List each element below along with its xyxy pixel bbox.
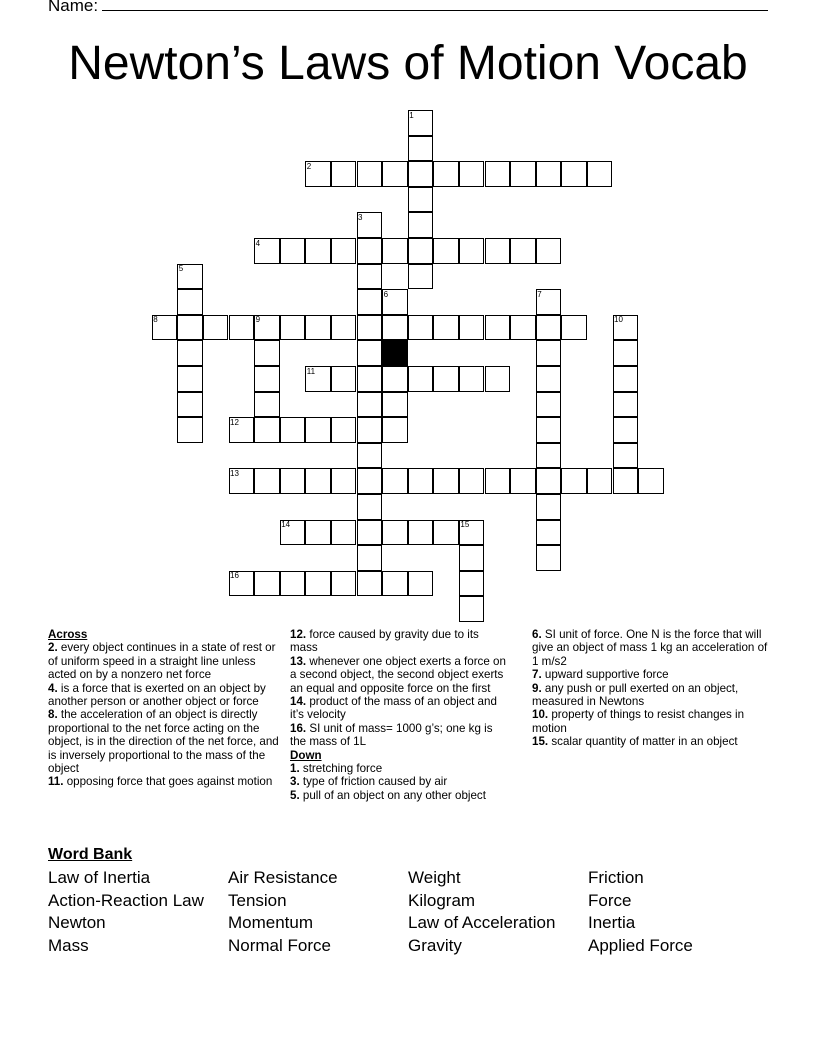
clue-item-number: 12. bbox=[290, 628, 307, 641]
grid-cell[interactable] bbox=[357, 571, 383, 597]
clue-item bbox=[532, 708, 768, 735]
word-bank-item: Air Resistance bbox=[228, 868, 338, 887]
grid-cell[interactable] bbox=[408, 520, 434, 546]
grid-cell[interactable] bbox=[382, 520, 408, 546]
grid-cell[interactable] bbox=[331, 161, 357, 187]
grid-cell[interactable] bbox=[433, 468, 459, 494]
grid-cell[interactable] bbox=[305, 468, 331, 494]
grid-cell[interactable] bbox=[433, 161, 459, 187]
grid-cell[interactable] bbox=[510, 238, 536, 264]
grid-cell[interactable] bbox=[254, 340, 280, 366]
clue-item-text: property of things to resist changes in motion bbox=[532, 708, 745, 735]
grid-cell[interactable] bbox=[613, 443, 639, 469]
grid-cell[interactable] bbox=[459, 315, 485, 341]
clue-item-text: SI unit of force. One N is the force that will give an object of mass 1 kg an acceleration of 1 m/s2 bbox=[532, 628, 768, 668]
grid-cell[interactable] bbox=[357, 315, 383, 341]
grid-cell[interactable] bbox=[536, 494, 562, 520]
grid-cell[interactable] bbox=[536, 340, 562, 366]
grid-cell[interactable] bbox=[177, 417, 203, 443]
grid-cell[interactable] bbox=[357, 417, 383, 443]
clue-item-text: stretching force bbox=[299, 762, 383, 776]
clue-item bbox=[48, 708, 284, 775]
clue-item bbox=[290, 695, 508, 722]
word-bank-item: Friction bbox=[588, 868, 644, 887]
grid-cell[interactable] bbox=[485, 315, 511, 341]
grid-cell[interactable] bbox=[408, 212, 434, 238]
grid-cell[interactable] bbox=[382, 417, 408, 443]
clue-item-number: 16. bbox=[290, 721, 307, 735]
clues-column-1 bbox=[48, 628, 284, 789]
grid-cell[interactable] bbox=[408, 136, 434, 162]
word-bank-item: Newton bbox=[48, 913, 106, 932]
clue-item-text: pull of an object on any other object bbox=[299, 788, 486, 802]
clue-number: 6 bbox=[383, 289, 389, 299]
grid-cell[interactable] bbox=[280, 571, 306, 597]
black-cell bbox=[382, 340, 408, 366]
clue-number: 9 bbox=[255, 315, 261, 325]
clue-item bbox=[532, 682, 768, 709]
grid-cell[interactable] bbox=[357, 340, 383, 366]
grid-cell[interactable] bbox=[382, 238, 408, 264]
clue-item-number: 14. bbox=[290, 695, 307, 709]
grid-cell[interactable] bbox=[254, 571, 280, 597]
clue-item-text: type of friction caused by air bbox=[299, 775, 448, 789]
word-bank-item: Law of Acceleration bbox=[408, 913, 556, 932]
grid-cell[interactable] bbox=[408, 366, 434, 392]
grid-cell[interactable] bbox=[613, 392, 639, 418]
clue-number: 3 bbox=[358, 212, 363, 222]
grid-cell[interactable] bbox=[331, 520, 357, 546]
grid-cell[interactable] bbox=[561, 315, 587, 341]
clue-number: 16 bbox=[230, 571, 239, 581]
grid-cell[interactable] bbox=[536, 392, 562, 418]
grid-cell[interactable] bbox=[459, 596, 485, 622]
grid-cell[interactable] bbox=[638, 468, 664, 494]
clue-item-text: is a force that is exerted on an object by another person or another object or force bbox=[48, 681, 266, 709]
clue-item bbox=[290, 762, 508, 775]
grid-cell[interactable] bbox=[613, 468, 639, 494]
down-heading: Down bbox=[290, 748, 322, 762]
grid-cell[interactable] bbox=[459, 238, 485, 264]
grid-cell[interactable] bbox=[433, 520, 459, 546]
grid-cell[interactable] bbox=[357, 392, 383, 418]
grid-cell[interactable] bbox=[357, 443, 383, 469]
grid-cell[interactable] bbox=[177, 392, 203, 418]
grid-cell[interactable] bbox=[254, 468, 280, 494]
grid-cell[interactable] bbox=[510, 161, 536, 187]
grid-cell[interactable] bbox=[536, 520, 562, 546]
word-bank-item: Mass bbox=[48, 936, 89, 955]
grid-cell[interactable] bbox=[229, 315, 255, 341]
grid-cell[interactable] bbox=[408, 468, 434, 494]
word-bank-item: Normal Force bbox=[228, 936, 331, 955]
clue-item bbox=[532, 628, 768, 668]
clue-item-number: 13. bbox=[290, 654, 307, 668]
grid-cell[interactable] bbox=[357, 238, 383, 264]
clue-item-number: 7. bbox=[532, 668, 542, 682]
clue-item bbox=[290, 628, 508, 655]
grid-cell[interactable] bbox=[331, 366, 357, 392]
clue-item bbox=[290, 789, 508, 802]
grid-cell[interactable] bbox=[357, 494, 383, 520]
grid-cell[interactable] bbox=[382, 161, 408, 187]
grid-cell[interactable] bbox=[254, 417, 280, 443]
word-bank-item: Law of Inertia bbox=[48, 868, 151, 887]
grid-cell[interactable] bbox=[305, 238, 331, 264]
grid-cell[interactable] bbox=[305, 417, 331, 443]
clue-number: 15 bbox=[460, 520, 470, 530]
grid-cell[interactable] bbox=[459, 161, 485, 187]
grid-cell[interactable] bbox=[305, 571, 331, 597]
grid-cell[interactable] bbox=[459, 468, 485, 494]
clue-number: 14 bbox=[281, 520, 291, 530]
grid-cell[interactable] bbox=[433, 366, 459, 392]
word-bank-item: Tension bbox=[228, 891, 287, 910]
grid-cell[interactable] bbox=[459, 366, 485, 392]
grid-cell[interactable] bbox=[459, 545, 485, 571]
clue-item-text: scalar quantity of matter in an object bbox=[548, 735, 738, 749]
grid-cell[interactable] bbox=[177, 289, 203, 315]
grid-cell[interactable] bbox=[382, 366, 408, 392]
clue-item bbox=[532, 668, 768, 681]
clue-item bbox=[290, 655, 508, 695]
grid-cell[interactable] bbox=[613, 366, 639, 392]
grid-cell[interactable] bbox=[280, 468, 306, 494]
grid-cell[interactable] bbox=[561, 468, 587, 494]
grid-cell[interactable] bbox=[561, 161, 587, 187]
clues-column-2 bbox=[290, 628, 508, 802]
grid-cell[interactable] bbox=[331, 315, 357, 341]
grid-cell[interactable] bbox=[305, 315, 331, 341]
page-title: Newton’s Laws of Motion Vocab bbox=[68, 37, 748, 90]
grid-cell[interactable] bbox=[331, 238, 357, 264]
clue-item-number: 2. bbox=[48, 641, 58, 655]
clue-item-text: whenever one object exerts a force on a second object, the second object exerts an equal and opposite force on the first bbox=[290, 654, 506, 695]
grid-cell[interactable] bbox=[536, 417, 562, 443]
clue-item bbox=[48, 641, 284, 681]
clue-item-text: product of the mass of an object and it’s velocity bbox=[290, 695, 497, 722]
clue-number: 2 bbox=[306, 161, 312, 171]
clue-item bbox=[48, 775, 284, 788]
clue-item-text: opposing force that goes against motion bbox=[63, 775, 273, 789]
grid-cell[interactable] bbox=[357, 289, 383, 315]
clue-item-text: every object continues in a state of rest or of uniform speed in a straight line unless acted on by a nonzero net force bbox=[48, 641, 276, 682]
word-bank-item: Force bbox=[588, 891, 632, 910]
grid-cell[interactable] bbox=[177, 366, 203, 392]
clue-item bbox=[290, 775, 508, 788]
grid-cell[interactable] bbox=[485, 468, 511, 494]
grid-cell[interactable] bbox=[408, 161, 434, 187]
across-heading: Across bbox=[48, 628, 88, 641]
clue-item-number: 15. bbox=[532, 735, 549, 749]
clue-item-number: 6. bbox=[532, 628, 542, 641]
grid-cell[interactable] bbox=[408, 238, 434, 264]
grid-cell[interactable] bbox=[485, 161, 511, 187]
grid-cell[interactable] bbox=[177, 315, 203, 341]
clue-item-text: SI unit of mass= 1000 g’s; one kg is the mass of 1L bbox=[290, 721, 493, 749]
word-bank-item: Weight bbox=[408, 868, 461, 887]
grid-cell[interactable] bbox=[536, 238, 562, 264]
grid-cell[interactable] bbox=[408, 187, 434, 213]
grid-cell[interactable] bbox=[510, 468, 536, 494]
clue-number: 1 bbox=[409, 110, 414, 120]
clue-number: 13 bbox=[230, 468, 239, 478]
clue-item-text: any push or pull exerted on an object, measured in Newtons bbox=[532, 681, 739, 709]
clue-item-number: 11. bbox=[48, 775, 64, 789]
word-bank-item: Momentum bbox=[228, 913, 314, 932]
grid-cell[interactable] bbox=[510, 315, 536, 341]
grid-cell[interactable] bbox=[331, 417, 357, 443]
clue-number: 4 bbox=[255, 238, 261, 248]
grid-cell[interactable] bbox=[305, 520, 331, 546]
grid-cell[interactable] bbox=[536, 315, 562, 341]
clue-item-number: 10. bbox=[532, 708, 549, 722]
word-bank-item: Gravity bbox=[408, 936, 462, 955]
grid-cell[interactable] bbox=[280, 417, 306, 443]
grid-cell[interactable] bbox=[331, 468, 357, 494]
grid-cell[interactable] bbox=[613, 417, 639, 443]
clue-item-text: the acceleration of an object is directly proportional to the net force acting on the object, is in the direction of the net force, and is inversely proportional to the mass of the object bbox=[48, 708, 279, 776]
grid-cell[interactable] bbox=[382, 571, 408, 597]
grid-cell[interactable] bbox=[357, 520, 383, 546]
grid-cell[interactable] bbox=[613, 340, 639, 366]
clue-item bbox=[290, 722, 508, 749]
grid-cell[interactable] bbox=[357, 545, 383, 571]
name-label: Name: bbox=[48, 0, 99, 15]
grid-cell[interactable] bbox=[408, 571, 434, 597]
grid-cell[interactable] bbox=[433, 238, 459, 264]
clue-item-number: 5. bbox=[290, 788, 300, 802]
grid-cell[interactable] bbox=[357, 161, 383, 187]
grid-cell[interactable] bbox=[254, 366, 280, 392]
grid-cell[interactable] bbox=[408, 315, 434, 341]
clue-item bbox=[48, 682, 284, 709]
word-bank-item: Action-Reaction Law bbox=[48, 891, 204, 910]
clue-number: 12 bbox=[230, 417, 239, 427]
grid-cell[interactable] bbox=[357, 264, 383, 290]
clue-item-text: upward supportive force bbox=[541, 668, 669, 682]
clue-number: 10 bbox=[614, 315, 623, 325]
clue-item-number: 3. bbox=[290, 775, 300, 789]
grid-cell[interactable] bbox=[280, 315, 306, 341]
grid-cell[interactable] bbox=[459, 571, 485, 597]
clue-item-number: 1. bbox=[290, 762, 300, 776]
grid-cell[interactable] bbox=[433, 315, 459, 341]
word-bank-item: Inertia bbox=[588, 913, 636, 932]
grid-cell[interactable] bbox=[485, 366, 511, 392]
grid-cell[interactable] bbox=[587, 161, 613, 187]
grid-cell[interactable] bbox=[536, 468, 562, 494]
grid-cell[interactable] bbox=[331, 571, 357, 597]
clue-item-text: force caused by gravity due to its mass bbox=[290, 628, 479, 655]
grid-cell[interactable] bbox=[357, 468, 383, 494]
word-bank-item: Applied Force bbox=[588, 936, 693, 955]
clue-item bbox=[532, 735, 768, 748]
grid-cell[interactable] bbox=[280, 238, 306, 264]
word-bank-item: Kilogram bbox=[408, 891, 476, 910]
grid-cell[interactable] bbox=[536, 545, 562, 571]
clue-number: 11 bbox=[306, 366, 316, 376]
grid-cell[interactable] bbox=[357, 366, 383, 392]
clue-number: 8 bbox=[153, 315, 158, 325]
grid-cell[interactable] bbox=[203, 315, 229, 341]
grid-cell[interactable] bbox=[587, 468, 613, 494]
clue-item-number: 4. bbox=[48, 681, 58, 695]
grid-cell[interactable] bbox=[382, 315, 408, 341]
clue-number: 5 bbox=[178, 264, 184, 274]
clues-column-3 bbox=[532, 628, 768, 749]
grid-cell[interactable] bbox=[536, 366, 562, 392]
grid-cell[interactable] bbox=[382, 468, 408, 494]
grid-cell[interactable] bbox=[382, 392, 408, 418]
word-bank-title: Word Bank bbox=[48, 846, 133, 863]
clue-item-number: 9. bbox=[532, 681, 542, 695]
grid-cell[interactable] bbox=[408, 264, 434, 290]
grid-cell[interactable] bbox=[485, 238, 511, 264]
grid-cell[interactable] bbox=[254, 392, 280, 418]
grid-cell[interactable] bbox=[177, 340, 203, 366]
clue-item-number: 8. bbox=[48, 708, 58, 722]
grid-cell[interactable] bbox=[536, 161, 562, 187]
clue-number: 7 bbox=[537, 289, 542, 299]
grid-cell[interactable] bbox=[536, 443, 562, 469]
